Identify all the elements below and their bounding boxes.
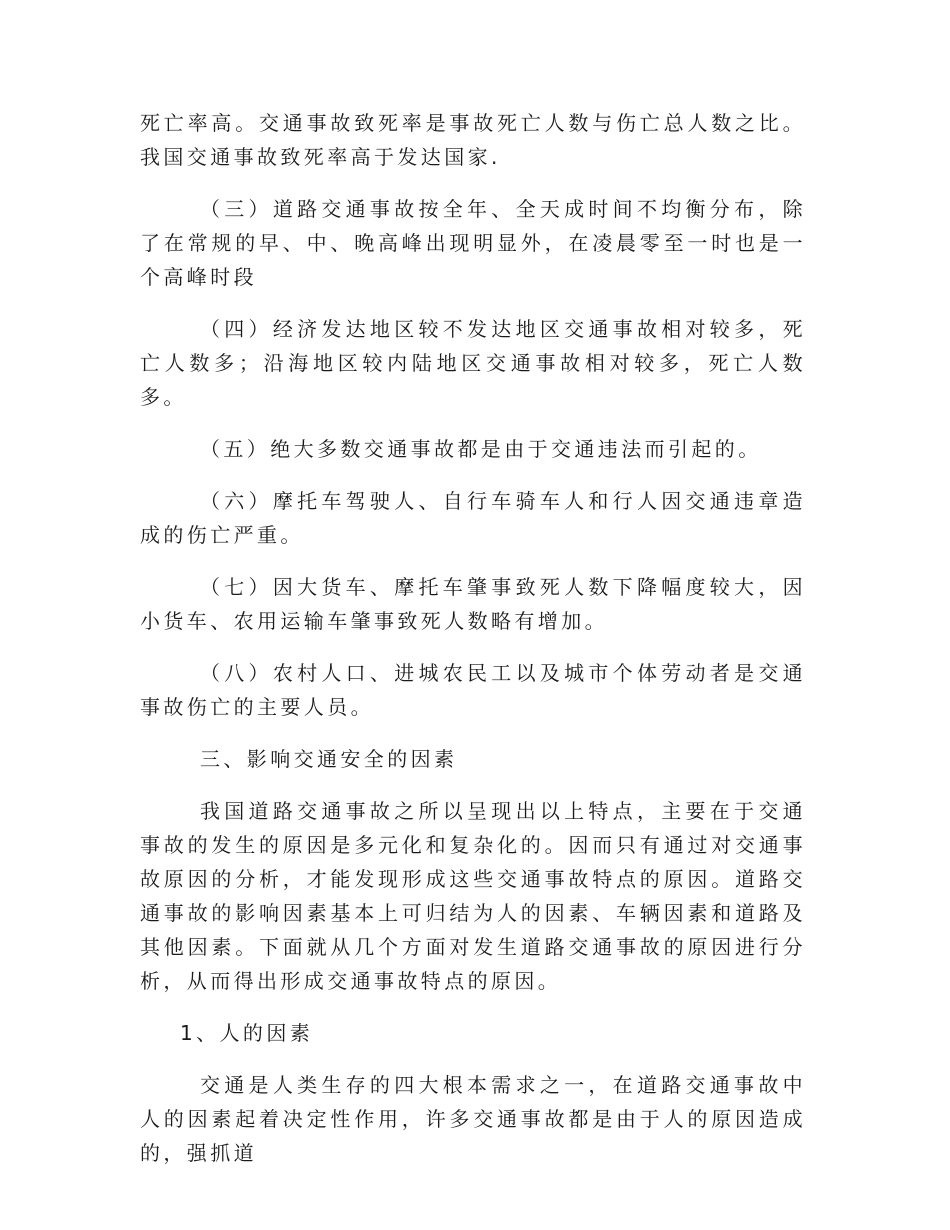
paragraph-section-intro: 我国道路交通事故之所以呈现出以上特点，主要在于交通事故的发生的原因是多元化和复杂化的。因而只有通过对交通事故原因的分析，才能发现形成这些交通事故特点的原因。道路交通事故的影响因素基本上可归结为人的因素、车辆因素和道路及其他因素。下面就从几个方面对发生道路交通事故的原因进行分析，从而得出形成交通事故特点的原因。	[140, 799, 806, 993]
document-body	[140, 106, 806, 1188]
paragraph-continuation: 死亡率高。交通事故致死率是事故死亡人数与伤亡总人数之比。我国交通事故致死率高于发达国家.	[140, 111, 806, 169]
paragraph-item-6: （六）摩托车驾驶人、自行车骑车人和行人因交通违章造成的伤亡严重。	[140, 489, 806, 547]
paragraph-item-8: （八）农村人口、进城农民工以及城市个体劳动者是交通事故伤亡的主要人员。	[140, 661, 806, 719]
paragraph-item-4: （四）经济发达地区较不发达地区交通事故相对较多，死亡人数多；沿海地区较内陆地区交通事故相对较多，死亡人数多。	[140, 317, 806, 409]
section-heading: 三、影响交通安全的因素	[200, 747, 458, 771]
paragraph-item-5: （五）绝大多数交通事故都是由于交通违法而引起的。	[200, 437, 762, 461]
paragraph-item-7: （七）因大货车、摩托车肇事致死人数下降幅度较大，因小货车、农用运输车肇事致死人数略有增加。	[140, 575, 806, 633]
paragraph-item-3: （三）道路交通事故按全年、全天成时间不均衡分布，除了在常规的早、中、晚高峰出现明显外，在凌晨零至一时也是一个高峰时段	[140, 197, 806, 289]
paragraph-human-factors: 交通是人类生存的四大根本需求之一，在道路交通事故中人的因素起着决定性作用，许多交通事故都是由于人的原因造成的，强抓道	[140, 1073, 806, 1165]
subsection-heading: 1、人的因素	[180, 1021, 314, 1045]
